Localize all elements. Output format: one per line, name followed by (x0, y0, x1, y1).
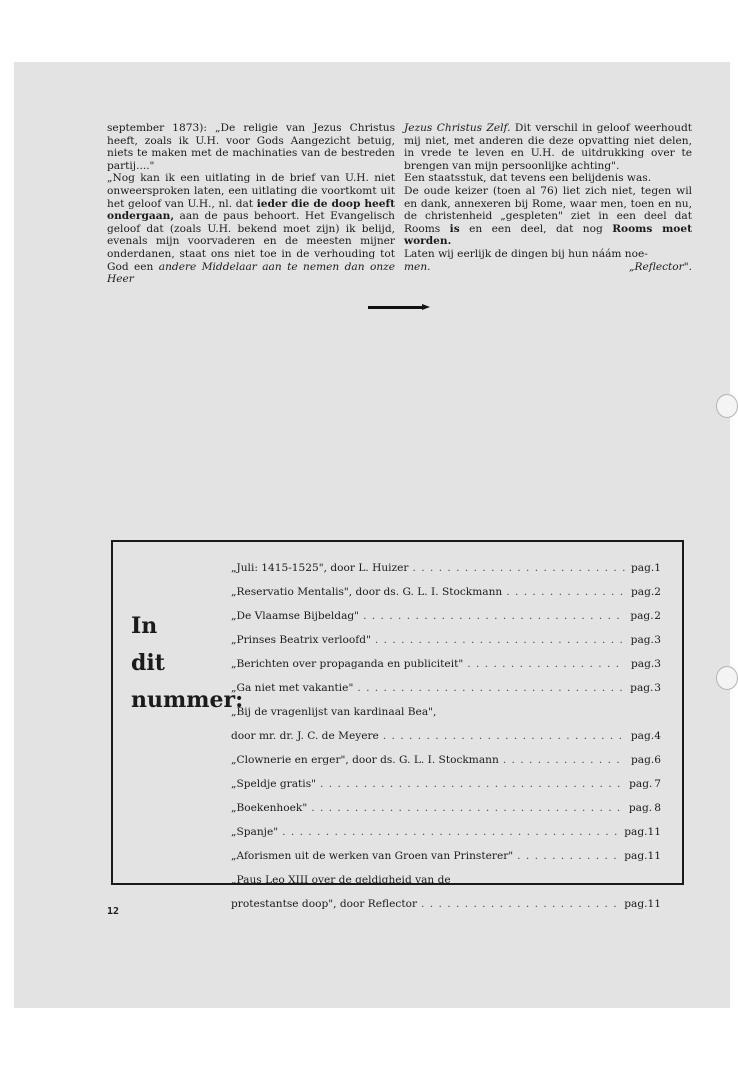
toc-entry (231, 586, 661, 610)
toc-entry (231, 754, 661, 778)
toc-entry-pag: pag. (630, 682, 654, 694)
bold-text: is (449, 222, 460, 235)
toc-leader-dots (503, 754, 625, 766)
paragraph: Een staatsstuk, dat tevens een belijdenis was. (404, 172, 652, 185)
toc-entry (231, 826, 661, 850)
paragraph (404, 185, 692, 248)
article-right-column (404, 122, 692, 273)
toc-list (231, 562, 661, 922)
toc-entry-title: „Aforismen uit de werken van Groen van Prinsterer" (231, 850, 514, 862)
toc-entry-page: 8 (654, 802, 661, 814)
paragraph (404, 122, 692, 172)
toc-heading-line: In (131, 613, 158, 639)
paragraph: Laten wij eerlijk de dingen bij hun náám noe- (404, 247, 648, 260)
toc-entry (231, 778, 661, 802)
signature: „Reflector". (629, 260, 692, 273)
text-span: „Nog kan ik een uitlating in de brief van U.H. niet onweersproken laten, een uitlating die voortkomt uit het geloof van U.H., nl. dat (107, 172, 395, 210)
toc-entry (231, 682, 661, 706)
toc-entry-title: „Berichten over propaganda en publiciteit" (231, 658, 464, 670)
signature-line (404, 261, 692, 274)
toc-leader-dots (363, 610, 624, 622)
toc-leader-dots (421, 898, 618, 910)
toc-entry (231, 802, 661, 826)
toc-entry-pag: pag. (630, 730, 655, 742)
toc-entry (231, 874, 661, 898)
paragraph: september 1873): „De religie van Jezus Christus heeft, zoals ik U.H. voor Gods Aangezicht betuig, niets te maken met de machinaties van de bestreden partij...." (107, 122, 395, 172)
toc-entry (231, 634, 661, 658)
toc-entry-page: 11 (647, 826, 661, 838)
toc-leader-dots (517, 850, 618, 862)
toc-entry-pag: pag. (624, 850, 648, 862)
toc-entry-page: 1 (654, 562, 661, 574)
toc-entry-title: „Spanje" (231, 826, 279, 838)
toc-leader-dots (311, 802, 623, 814)
bold-text: ieder die de doop heeft ondergaan, (107, 197, 395, 223)
italic-text: Jezus Christus Zelf. (404, 122, 511, 134)
toc-entry (231, 562, 661, 586)
toc-heading (131, 608, 244, 719)
toc-entry-pag: pag. (624, 898, 648, 910)
toc-entry-title: „De Vlaamse Bijbeldag" (231, 610, 360, 622)
toc-entry-pag: pag. (628, 802, 653, 814)
toc-entry-pag: pag. (631, 754, 655, 766)
toc-entry-page: 7 (654, 778, 661, 790)
toc-leader-dots (357, 682, 624, 694)
toc-entry-title: „Speldje gratis" (231, 778, 317, 790)
toc-entry-page: 3 (654, 658, 661, 670)
toc-entry (231, 658, 661, 682)
toc-entry (231, 706, 661, 730)
table-of-contents (111, 540, 684, 910)
toc-entry-page: 11 (647, 850, 661, 862)
text-span: Dit verschil in geloof weerhoudt mij niet, met anderen die deze opvatting niet delen, in vrede te leven en U.H. de uitdrukking over te brengen van mijn persoonlijke achting". (404, 122, 692, 172)
italic-text: andere Middelaar aan te nemen dan onze Heer (107, 260, 396, 286)
text-span: en een deel, dat nog (459, 222, 613, 235)
section-divider (368, 306, 424, 309)
toc-entry-page: 4 (654, 730, 661, 742)
toc-entry-title: protestantse doop", door Reflector (231, 898, 418, 910)
toc-heading-line: nummer: (131, 687, 244, 713)
toc-entry-title: „Bij de vragenlijst van kardinaal Bea", (231, 706, 437, 718)
toc-entry-pag: pag. (630, 610, 654, 622)
toc-leader-dots (282, 826, 618, 838)
toc-leader-dots (320, 778, 623, 790)
toc-entry-page: 2 (654, 586, 661, 598)
toc-entry-page: 2 (654, 610, 661, 622)
toc-leader-dots (506, 586, 625, 598)
text-span: De oude keizer (toen al 76) liet zich niet, tegen wil en dank, annexeren bij Rome, waar men, toen en nu, de christenheid „gespleten" ziet in een deel dat Rooms (404, 184, 692, 235)
toc-entry-pag: pag. (631, 562, 655, 574)
toc-entry-title: „Reservatio Mentalis", door ds. G. L. I. Stockmann (231, 586, 503, 598)
toc-entry-pag: pag. (624, 826, 648, 838)
toc-entry-page: 6 (654, 754, 661, 766)
toc-leader-dots (467, 658, 625, 670)
bold-text: Rooms moet worden. (404, 222, 692, 248)
toc-entry-title: „Paus Leo XIII over de geldigheid van de (231, 874, 451, 886)
italic-text: men. (404, 260, 431, 273)
toc-entry-title: „Juli: 1415-1525", door L. Huizer (231, 562, 409, 574)
toc-entry (231, 898, 661, 922)
toc-entry-title: „Ga niet met vakantie" (231, 682, 354, 694)
text-span: aan de paus behoort. Het Evangelisch geloof dat (zoals U.H. bekend moet zijn) ik belijd, evenals mijn voorvaderen en de meesten mijner onderdanen, staat ons niet toe in de verhouding tot God een (107, 210, 395, 273)
toc-entry-title: door mr. dr. J. C. de Meyere (231, 730, 379, 742)
toc-entry-title: „Prinses Beatrix verloofd" (231, 634, 371, 646)
toc-entry-pag: pag. (630, 634, 654, 646)
toc-entry (231, 850, 661, 874)
toc-heading-line: dit (131, 650, 165, 676)
punch-hole (716, 666, 738, 690)
toc-entry-pag: pag. (629, 778, 653, 790)
toc-entry-title: „Clownerie en erger", door ds. G. L. I. Stockmann (231, 754, 499, 766)
punch-hole (716, 394, 738, 418)
toc-entry-title: „Boekenhoek" (231, 802, 308, 814)
toc-leader-dots (383, 730, 625, 742)
toc-entry (231, 730, 661, 754)
toc-entry-page: 3 (654, 634, 661, 646)
toc-entry-page: 11 (647, 898, 661, 910)
toc-leader-dots (375, 634, 625, 646)
toc-entry (231, 610, 661, 634)
toc-entry-page: 3 (654, 682, 661, 694)
toc-entry-pag: pag. (631, 658, 655, 670)
toc-leader-dots (412, 562, 625, 574)
article-left-column (107, 122, 395, 286)
page-number: 12 (107, 906, 120, 917)
paragraph (107, 172, 395, 285)
toc-entry-pag: pag. (631, 586, 655, 598)
